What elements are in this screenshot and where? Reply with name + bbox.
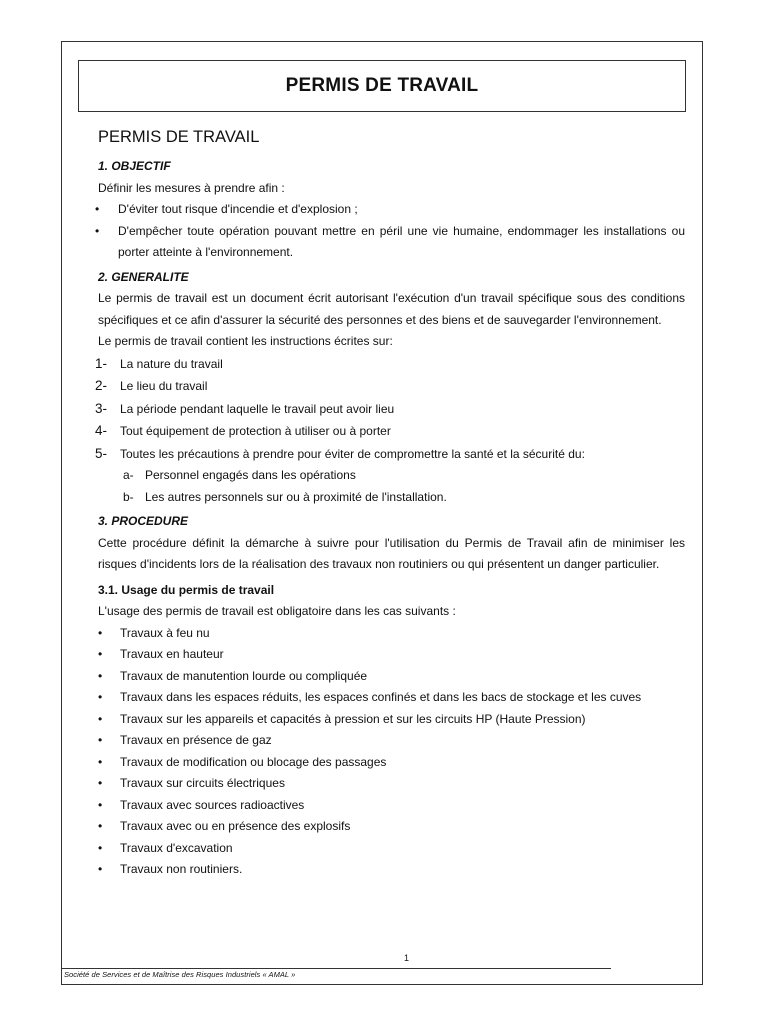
item-number: 2-	[95, 378, 108, 393]
list-item	[95, 353, 685, 376]
list-item: • D'empêcher toute opération pouvant mettre en péril une vie humaine, endommager les installations ou porter atteinte à l'environnement.	[95, 221, 685, 264]
objectif-list	[95, 199, 685, 264]
item-text: Personnel engagés dans les opérations	[145, 468, 356, 482]
list-item	[95, 443, 685, 466]
item-text: La nature du travail	[120, 356, 223, 371]
list-item	[95, 420, 685, 443]
usage-cases-list	[98, 623, 685, 881]
list-item: • Travaux d'excavation	[98, 838, 685, 860]
document-body	[95, 124, 685, 881]
item-letter: b-	[123, 489, 134, 504]
footer-divider	[61, 968, 611, 969]
item-text: Toutes les précautions à prendre pour éviter de compromettre la santé et la sécurité du:	[120, 446, 585, 461]
list-item: • Travaux dans les espaces réduits, les espaces confinés et dans les bacs de stockage et les cuves	[98, 687, 685, 709]
document-subtitle: PERMIS DE TRAVAIL	[98, 128, 260, 146]
list-item: • Travaux en présence de gaz	[98, 730, 685, 752]
procedure-paragraph: Cette procédure définit la démarche à suivre pour l'utilisation du Permis de Travail afin de minimiser les risques d'incidents lors de la réalisation des travaux non routiniers ou qui présentent un danger particulier.	[98, 535, 685, 571]
list-item: • Travaux de modification ou blocage des passages	[98, 752, 685, 774]
list-item: • Travaux de manutention lourde ou compliquée	[98, 666, 685, 688]
list-item: • Travaux en hauteur	[98, 644, 685, 666]
generalite-lettered-list	[98, 465, 685, 508]
generalite-paragraph: Le permis de travail est un document écrit autorisant l'exécution d'un travail spécifique sous des conditions spécifiques et ce afin d'assurer la sécurité des personnes et des biens et de sauvegarder l'environnement.	[98, 291, 685, 327]
generalite-numbered-list	[95, 353, 685, 466]
footer-company-name: Société de Services et de Maîtrise des Risques Industriels « AMAL »	[64, 970, 296, 979]
list-item: • D'éviter tout risque d'incendie et d'explosion ;	[95, 199, 685, 221]
list-item	[123, 487, 685, 509]
item-text: Les autres personnels sur ou à proximité de l'installation.	[145, 489, 447, 504]
item-text: Tout équipement de protection à utiliser ou à porter	[120, 424, 391, 438]
item-number: 4-	[95, 423, 108, 438]
list-item	[95, 398, 685, 421]
list-item: • Travaux à feu nu	[98, 623, 685, 645]
section-heading-procedure: 3. PROCEDURE	[98, 514, 189, 528]
subsection-heading-usage: 3.1. Usage du permis de travail	[98, 582, 275, 597]
usage-intro: L'usage des permis de travail est obligatoire dans les cas suivants :	[98, 604, 456, 618]
item-number: 5-	[95, 445, 108, 461]
list-item	[123, 465, 685, 487]
section-heading-generalite: 2. GENERALITE	[98, 269, 189, 284]
list-item: • Travaux avec sources radioactives	[98, 795, 685, 817]
page-number: 1	[404, 953, 410, 963]
list-item: • Travaux sur les appareils et capacités à pression et sur les circuits HP (Haute Pression)	[98, 709, 685, 731]
item-number: 1-	[95, 355, 108, 371]
list-item: • Travaux non routiniers.	[98, 859, 685, 881]
item-text: Le lieu du travail	[120, 379, 208, 393]
item-text: La période pendant laquelle le travail peut avoir lieu	[120, 401, 395, 416]
item-letter: a-	[123, 468, 134, 482]
objectif-intro: Définir les mesures à prendre afin :	[98, 180, 285, 195]
section-heading-objectif: 1. OBJECTIF	[98, 159, 171, 173]
item-number: 3-	[95, 400, 108, 416]
document-title: PERMIS DE TRAVAIL	[78, 60, 686, 112]
list-item: • Travaux sur circuits électriques	[98, 773, 685, 795]
list-item	[95, 375, 685, 398]
generalite-intro: Le permis de travail contient les instructions écrites sur:	[98, 334, 393, 348]
list-item: • Travaux avec ou en présence des explosifs	[98, 816, 685, 838]
